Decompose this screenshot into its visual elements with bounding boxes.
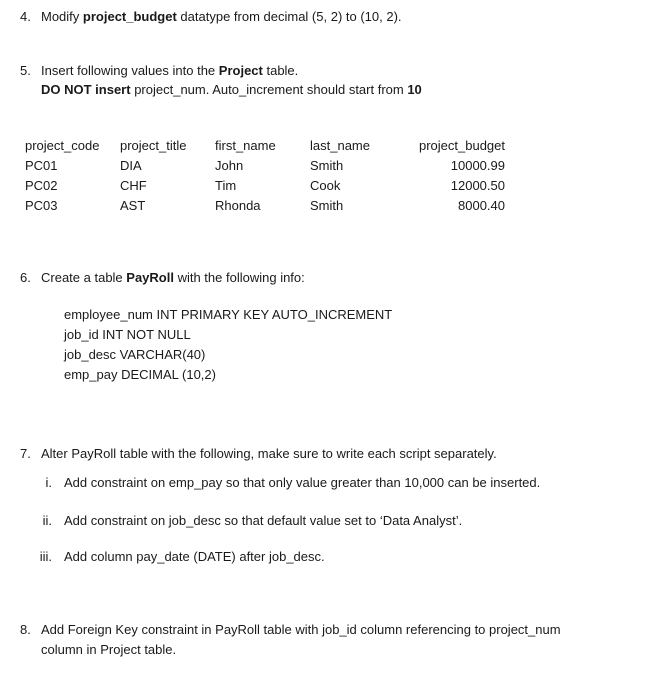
q5-number: 5. bbox=[20, 63, 31, 78]
q4-number: 4. bbox=[20, 9, 31, 24]
q5-line1-pre: Insert following values into the bbox=[41, 63, 219, 78]
q8-line1: Add Foreign Key constraint in PayRoll table with job_id column referencing to project_num bbox=[41, 622, 561, 637]
q5-line2-bold2: 10 bbox=[407, 82, 422, 97]
cell-first-name: Rhonda bbox=[215, 198, 261, 213]
q4-text bbox=[41, 9, 402, 25]
q5-line2 bbox=[41, 82, 422, 98]
cell-project-budget: 8000.40 bbox=[458, 198, 505, 213]
q4-text-pre: Modify bbox=[41, 9, 83, 24]
q4-text-bold: project_budget bbox=[82, 9, 177, 24]
cell-first-name: John bbox=[215, 158, 244, 173]
q6-text-post: with the following info: bbox=[173, 270, 305, 285]
cell-project-title: DIA bbox=[120, 158, 142, 173]
q5-line2-bold1: DO NOT insert bbox=[41, 82, 131, 97]
cell-last-name: Smith bbox=[310, 198, 344, 213]
field-employee-num: employee_num INT PRIMARY KEY AUTO_INCREMENT bbox=[64, 307, 393, 322]
q7-item-text: Add constraint on job_desc so that default value set to ‘Data Analyst’. bbox=[64, 513, 463, 528]
q4-text-post: datatype from decimal (5, 2) to (10, 2). bbox=[176, 9, 402, 24]
q7-text: Alter PayRoll table with the following, make sure to write each script separately. bbox=[41, 446, 497, 461]
q7-item-marker: ii. bbox=[42, 513, 52, 528]
header-project-code: project_code bbox=[25, 138, 100, 153]
q5-line1-bold: Project bbox=[218, 63, 263, 78]
field-job-desc: job_desc VARCHAR(40) bbox=[64, 347, 206, 362]
q7-item-marker: iii. bbox=[39, 549, 52, 564]
q7-item-text: Add constraint on emp_pay so that only value greater than 10,000 can be inserted. bbox=[64, 475, 541, 490]
cell-last-name: Cook bbox=[310, 178, 341, 193]
q5-line1-post: table. bbox=[262, 63, 299, 78]
q8-line2: column in Project table. bbox=[41, 642, 177, 657]
q8-number: 8. bbox=[20, 622, 31, 637]
header-project-budget: project_budget bbox=[418, 138, 505, 153]
table-row bbox=[25, 196, 505, 216]
header-project-title: project_title bbox=[120, 138, 187, 153]
q7-number: 7. bbox=[20, 446, 31, 461]
q7-item-marker: i. bbox=[45, 475, 52, 490]
cell-project-budget: 10000.99 bbox=[450, 158, 505, 173]
table-header-row bbox=[25, 136, 505, 156]
cell-project-budget: 12000.50 bbox=[450, 178, 505, 193]
q6-number: 6. bbox=[20, 270, 31, 285]
header-first-name: first_name bbox=[215, 138, 276, 153]
cell-last-name: Smith bbox=[310, 158, 344, 173]
cell-project-code: PC03 bbox=[25, 198, 58, 213]
cell-project-title: AST bbox=[120, 198, 146, 213]
field-emp-pay: emp_pay DECIMAL (10,2) bbox=[64, 367, 216, 382]
q6-text-bold: PayRoll bbox=[126, 270, 174, 285]
q7-item-text: Add column pay_date (DATE) after job_desc. bbox=[64, 549, 325, 564]
q5-line2-mid: project_num. Auto_increment should start from bbox=[130, 82, 408, 97]
q6-text bbox=[41, 270, 305, 286]
header-last-name: last_name bbox=[310, 138, 370, 153]
project-values-table bbox=[25, 136, 505, 216]
table-row bbox=[25, 156, 505, 176]
cell-project-code: PC01 bbox=[25, 158, 58, 173]
cell-project-code: PC02 bbox=[25, 178, 58, 193]
q6-text-pre: Create a table bbox=[41, 270, 127, 285]
table-row bbox=[25, 176, 505, 196]
cell-first-name: Tim bbox=[215, 178, 237, 193]
cell-project-title: CHF bbox=[120, 178, 147, 193]
q5-line1 bbox=[41, 63, 298, 79]
field-job-id: job_id INT NOT NULL bbox=[64, 327, 191, 342]
